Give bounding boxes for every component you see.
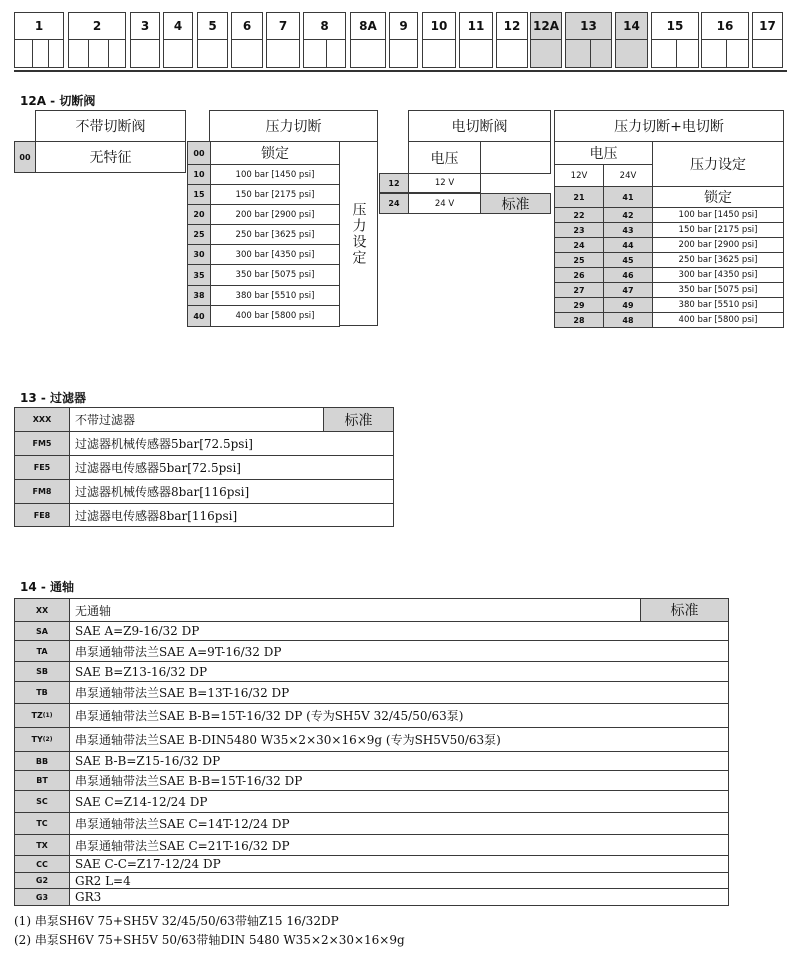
divider: [14, 70, 787, 72]
shaft-code: [14, 621, 70, 641]
combined-code-24v: 48: [603, 312, 653, 328]
footnote-1: (1) 串泵SH6V 75+SH5V 32/45/50/63带轴Z15 16/32DP: [14, 914, 339, 928]
shaft-code-text: BB: [35, 756, 49, 766]
position-divider: [566, 39, 611, 40]
position-divider: [497, 39, 527, 40]
shaft-desc: GR2 L=4: [69, 872, 729, 889]
combined-code-24v: 44: [603, 237, 653, 253]
filter-desc: 不带过滤器: [69, 407, 324, 432]
shaft-code-text: TZ: [31, 711, 43, 720]
shaft-desc: 串泵通轴带法兰SAE B-DIN5480 W35×2×30×16×9g (专为SH5V50/63泵): [69, 727, 729, 752]
position-divider: [232, 39, 262, 40]
position-box-9: [389, 12, 418, 68]
shaft-desc: 串泵通轴带法兰SAE C=14T-12/24 DP: [69, 812, 729, 835]
shaft-code: [14, 812, 70, 835]
filter-code: FM5: [14, 431, 70, 456]
filter-code: FE5: [14, 455, 70, 480]
position-label: 2: [92, 19, 102, 33]
shaft-code: [14, 888, 70, 906]
shaft-desc: SAE B=Z13-16/32 DP: [69, 661, 729, 682]
combined-value: 150 bar [2175 psi]: [652, 222, 784, 238]
pressure-value: 锁定: [210, 141, 340, 165]
shaft-code-text: G3: [35, 892, 49, 902]
electric-standard-badge: 标准: [480, 193, 551, 214]
pressure-value: 350 bar [5075 psi]: [210, 264, 340, 286]
pressure-code: 10: [187, 164, 211, 185]
position-label: 14: [623, 19, 640, 33]
position-label: 16: [716, 19, 734, 33]
shaft-desc: 串泵通轴带法兰SAE B=13T-16/32 DP: [69, 681, 729, 704]
position-label: 9: [399, 19, 408, 33]
combined-code-12v: 26: [554, 267, 604, 283]
combined-code-12v: 21: [554, 186, 604, 208]
position-divider: [753, 39, 782, 40]
position-box-0: [14, 12, 64, 68]
no-valve-code: 00: [14, 141, 36, 173]
shaft-desc: 串泵通轴带法兰SAE A=9T-16/32 DP: [69, 640, 729, 662]
position-box-18: [752, 12, 783, 68]
combined-code-24v: 45: [603, 252, 653, 268]
position-box-10: [422, 12, 456, 68]
combined-code-12v: 29: [554, 297, 604, 313]
position-divider: [531, 39, 561, 40]
position-slot-divider: [590, 39, 591, 67]
shaft-code-footnote-ref: (2): [42, 736, 53, 743]
pressure-cut-header: 压力切断: [209, 110, 378, 142]
combined-value: 350 bar [5075 psi]: [652, 282, 784, 298]
section-12a-title: 12A - 切断阀: [20, 94, 96, 108]
shaft-desc: 串泵通轴带法兰SAE B-B=15T-16/32 DP: [69, 770, 729, 791]
position-slot-divider: [326, 39, 327, 67]
no-valve-desc: 无特征: [35, 141, 186, 173]
position-divider: [131, 39, 159, 40]
position-label: 3: [140, 19, 150, 33]
position-divider: [69, 39, 125, 40]
filter-desc: 过滤器机械传感器8bar[116psi]: [69, 479, 394, 504]
shaft-code-text: G2: [35, 876, 49, 885]
shaft-code: [14, 872, 70, 889]
position-label: 17: [759, 19, 776, 33]
shaft-code: [14, 751, 70, 771]
position-slot-divider: [88, 39, 89, 67]
combined-code-12v: 28: [554, 312, 604, 328]
shaft-desc: 串泵通轴带法兰SAE B-B=15T-16/32 DP (专为SH5V 32/45/50/63泵): [69, 703, 729, 728]
filter-desc: 过滤器机械传感器5bar[72.5psi]: [69, 431, 394, 456]
combined-code-12v: 24: [554, 237, 604, 253]
combined-voltage-label: 电压: [554, 141, 653, 165]
combined-cut-header: 压力切断+电切断: [554, 110, 784, 142]
position-divider: [351, 39, 385, 40]
combined-code-24v: 49: [603, 297, 653, 313]
position-divider: [164, 39, 192, 40]
position-box-14: [565, 12, 612, 68]
combined-code-24v: 47: [603, 282, 653, 298]
combined-value: 300 bar [4350 psi]: [652, 267, 784, 283]
pressure-code: 25: [187, 224, 211, 245]
section-14-title: 14 - 通轴: [20, 580, 75, 594]
position-divider: [702, 39, 748, 40]
position-divider: [304, 39, 345, 40]
electric-value: 24 V: [408, 193, 481, 214]
pressure-code: 15: [187, 184, 211, 205]
shaft-code: [14, 661, 70, 682]
position-label: 15: [666, 19, 684, 33]
shaft-desc: SAE A=Z9-16/32 DP: [69, 621, 729, 641]
filter-standard-badge: 标准: [323, 407, 394, 432]
shaft-standard-badge: 标准: [640, 598, 729, 622]
position-divider: [423, 39, 455, 40]
shaft-code-text: CC: [36, 859, 48, 869]
position-box-11: [459, 12, 493, 68]
footnote-2: (2) 串泵SH6V 75+SH5V 50/63带轴DIN 5480 W35×2×30×16×9g: [14, 933, 405, 947]
position-box-6: [266, 12, 300, 68]
combined-code-24v: 43: [603, 222, 653, 238]
pressure-value: 100 bar [1450 psi]: [210, 164, 340, 185]
position-divider: [390, 39, 417, 40]
combined-code-24v: 46: [603, 267, 653, 283]
combined-code-12v: 25: [554, 252, 604, 268]
position-slot-divider: [48, 39, 49, 67]
electric-code: 24: [379, 193, 409, 214]
combined-code-24v: 41: [603, 186, 653, 208]
pressure-code: 35: [187, 264, 211, 286]
shaft-code: [14, 855, 70, 873]
position-label: 12A: [533, 19, 559, 33]
pressure-code: 30: [187, 244, 211, 265]
position-box-8: [350, 12, 386, 68]
electric-voltage-label: 电压: [408, 141, 481, 174]
position-slot-divider: [32, 39, 33, 67]
shaft-code: [14, 770, 70, 791]
pressure-code: 38: [187, 285, 211, 306]
pressure-value: 150 bar [2175 psi]: [210, 184, 340, 205]
electric-code: 12: [379, 173, 409, 193]
position-box-4: [197, 12, 228, 68]
position-slot-divider: [676, 39, 677, 67]
shaft-code: [14, 640, 70, 662]
combined-value: 锁定: [652, 186, 784, 208]
shaft-desc: 无通轴: [69, 598, 641, 622]
shaft-code-text: SB: [36, 667, 48, 676]
combined-code-24v: 42: [603, 207, 653, 223]
shaft-desc: 串泵通轴带法兰SAE C=21T-16/32 DP: [69, 834, 729, 856]
position-box-3: [163, 12, 193, 68]
position-divider: [652, 39, 698, 40]
position-box-7: [303, 12, 346, 68]
position-label: 4: [173, 19, 183, 33]
shaft-code-text: XX: [35, 605, 49, 615]
position-box-16: [651, 12, 699, 68]
position-box-13: [530, 12, 562, 68]
position-label: 8: [320, 19, 329, 33]
position-label: 6: [242, 19, 252, 33]
pressure-code: 20: [187, 204, 211, 225]
combined-value: 380 bar [5510 psi]: [652, 297, 784, 313]
position-label: 11: [467, 19, 485, 33]
filter-desc: 过滤器电传感器5bar[72.5psi]: [69, 455, 394, 480]
position-box-12: [496, 12, 528, 68]
filter-code: XXX: [14, 407, 70, 432]
shaft-code-text: BT: [36, 776, 48, 785]
shaft-code-text: TC: [36, 819, 48, 828]
filter-code: FE8: [14, 503, 70, 527]
shaft-desc: SAE C=Z14-12/24 DP: [69, 790, 729, 813]
combined-value: 100 bar [1450 psi]: [652, 207, 784, 223]
shaft-code: [14, 598, 70, 622]
position-label: 5: [208, 19, 217, 33]
position-divider: [15, 39, 63, 40]
position-slot-divider: [726, 39, 727, 67]
position-divider: [460, 39, 492, 40]
shaft-desc: SAE C-C=Z17-12/24 DP: [69, 855, 729, 873]
shaft-code-text: TA: [36, 646, 48, 656]
shaft-code-text: TY: [31, 735, 43, 744]
shaft-code: [14, 834, 70, 856]
position-slot-divider: [108, 39, 109, 67]
section-13-title: 13 - 过滤器: [20, 391, 87, 405]
combined-value: 250 bar [3625 psi]: [652, 252, 784, 268]
combined-code-12v: 22: [554, 207, 604, 223]
pressure-value: 300 bar [4350 psi]: [210, 244, 340, 265]
pressure-code: 40: [187, 305, 211, 327]
pressure-value: 400 bar [5800 psi]: [210, 305, 340, 327]
position-box-17: [701, 12, 749, 68]
position-box-5: [231, 12, 263, 68]
combined-pressure-label: 压力设定: [652, 141, 784, 187]
position-label: 13: [580, 19, 597, 33]
position-label: 7: [278, 19, 288, 33]
shaft-code-text: SC: [36, 797, 48, 806]
combined-code-12v: 23: [554, 222, 604, 238]
shaft-code: [14, 790, 70, 813]
position-box-15: [615, 12, 648, 68]
electric-cut-header: 电切断阀: [408, 110, 551, 142]
position-divider: [198, 39, 227, 40]
position-box-1: [68, 12, 126, 68]
position-label: 8A: [359, 19, 377, 33]
pressure-value: 380 bar [5510 psi]: [210, 285, 340, 306]
electric-empty-cell: [480, 141, 551, 174]
combined-value: 200 bar [2900 psi]: [652, 237, 784, 253]
shaft-desc: GR3: [69, 888, 729, 906]
shaft-code-text: TX: [36, 840, 48, 850]
no-valve-header: 不带切断阀: [35, 110, 186, 142]
shaft-code: [14, 703, 70, 728]
position-label: 10: [430, 19, 448, 33]
combined-12v-label: 12V: [554, 164, 604, 187]
shaft-code: [14, 727, 70, 752]
shaft-code: [14, 681, 70, 704]
shaft-code-footnote-ref: (1): [42, 712, 53, 719]
pressure-code: 00: [187, 141, 211, 165]
pressure-value: 200 bar [2900 psi]: [210, 204, 340, 225]
shaft-desc: SAE B-B=Z15-16/32 DP: [69, 751, 729, 771]
electric-value: 12 V: [408, 173, 481, 193]
pressure-value: 250 bar [3625 psi]: [210, 224, 340, 245]
position-label: 12: [503, 19, 521, 33]
combined-value: 400 bar [5800 psi]: [652, 312, 784, 328]
position-divider: [616, 39, 647, 40]
shaft-code-text: TB: [36, 688, 48, 697]
position-box-2: [130, 12, 160, 68]
pressure-cut-side-label: 压力设定: [339, 141, 378, 326]
filter-desc: 过滤器电传感器8bar[116psi]: [69, 503, 394, 527]
position-label: 1: [34, 19, 44, 33]
filter-code: FM8: [14, 479, 70, 504]
combined-24v-label: 24V: [603, 164, 653, 187]
combined-code-12v: 27: [554, 282, 604, 298]
position-divider: [267, 39, 299, 40]
shaft-code-text: SA: [36, 626, 48, 636]
